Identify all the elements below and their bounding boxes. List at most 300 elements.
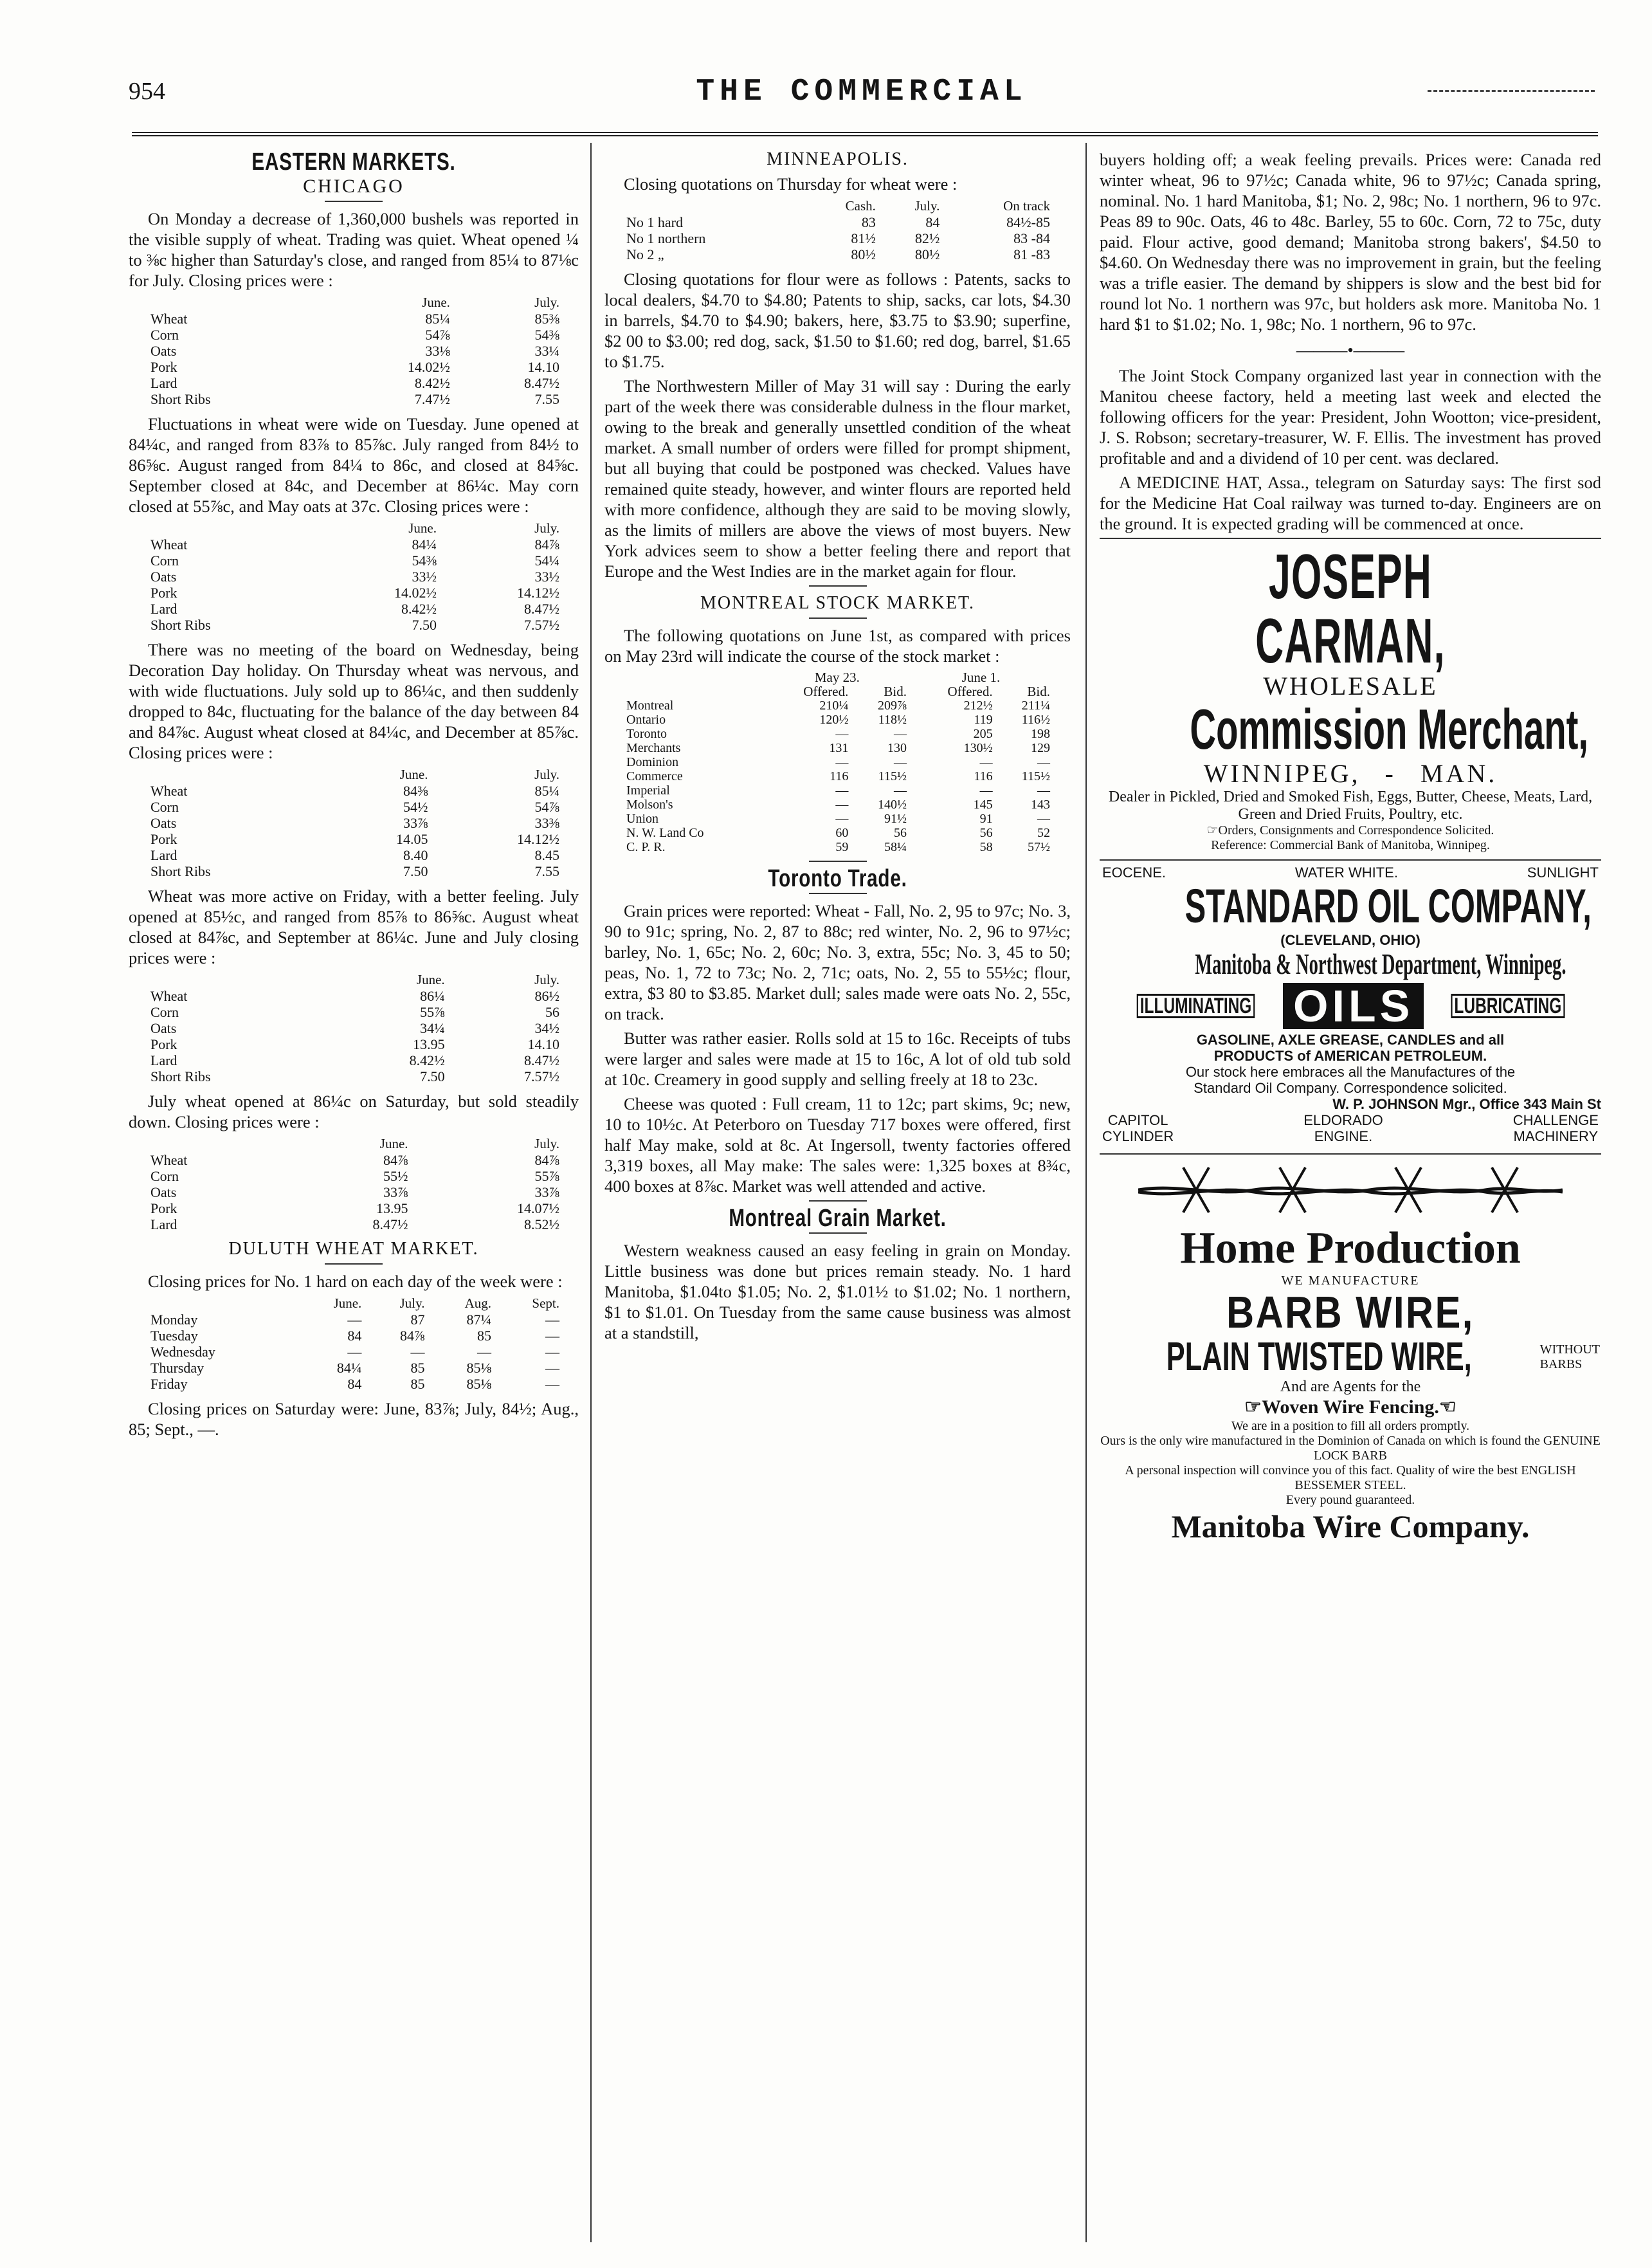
table-row <box>148 1328 562 1344</box>
table-row <box>624 798 1053 812</box>
table-cell: 33⅞ <box>534 1184 559 1200</box>
table-cell: 85 <box>410 1360 425 1376</box>
table-cell: 84 <box>925 214 940 230</box>
chicago-tuesday-paragraph: Fluctuations in wheat were wide on Tuesday. June opened at 84¼c, and ranged from 83⅞ to 85⅞c. July ranged from 84½ to 86⅝c. August ranged from 84¼ to 86c, and closed at 84⅝c. September closed at 84c, and December at 86¼c. May corn closed at 55⅞c, and May oats at 37c. Closing prices were : <box>129 414 579 516</box>
table-cell: 33⅛ <box>425 343 450 359</box>
text-fragment: EOCENE. <box>1102 864 1166 881</box>
table-row <box>624 755 1053 769</box>
table-cell: 14.10 <box>527 1036 559 1052</box>
table-cell: 8.42½ <box>401 601 437 617</box>
table-cell: Wheat <box>150 783 188 799</box>
wire-line-3: A personal inspection will convince you of this fact. Quality of wire the best ENGLISH BESSEMER STEEL. <box>1125 1463 1576 1492</box>
table-cell: 119 <box>974 713 993 727</box>
table-cell: 33½ <box>534 569 559 585</box>
table-cell: — <box>979 783 993 798</box>
table-cell: 143 <box>1031 798 1050 812</box>
table-cell: 56 <box>979 826 993 840</box>
wire-line-4: Every pound guaranteed. <box>1285 1493 1415 1507</box>
montreal-grain-paragraph: Western weakness caused an easy feeling in grain on Monday. Little business was done but prices remain steady. No. 1 hard Manitoba, $1.04to $1.05; No. 2, $1.01½ to $1.02; No. 1 northern, $1 to $1.01. On Tuesday from the same cause business was almost at a standstill, <box>604 1241 1071 1342</box>
table-cell: 54⅜ <box>534 327 559 343</box>
column-rule-1 <box>590 143 592 2242</box>
table-cell: Pork <box>150 1036 177 1052</box>
table-cell: — <box>893 727 907 741</box>
table-cell: 130½ <box>963 741 993 755</box>
table-cell: 33¼ <box>534 343 559 359</box>
table-header-row <box>148 295 562 311</box>
table-cell: 85¼ <box>425 311 450 327</box>
table-row <box>148 1004 562 1020</box>
table-cell: 58¼ <box>884 840 907 854</box>
column-eastern-markets <box>129 149 579 2242</box>
oil-products-line1: GASOLINE, AXLE GREASE, CANDLES and all <box>1196 1032 1505 1048</box>
table-cell: 14.10 <box>527 359 559 375</box>
table-cell: 84¼ <box>412 536 437 553</box>
flour-quotations-paragraph: Closing quotations for flour were as follows : Patents, sacks to local dealers, $4.70 to $4.80; Patents to ship, sacks, car lots, $4.30 in barrels, $4.70 to $4.90; bakers, here, $3.75 to $3.90; superfine, $2 00 to $3.00; red dog, sack, $1.50 to $1.60; red dog, barrel, $1.65 to $1.75. <box>604 270 1071 371</box>
table-cell: 33⅞ <box>403 815 428 831</box>
table-cell: June. <box>399 767 428 782</box>
table-cell: July. <box>399 1295 425 1311</box>
table-cell: 209⅞ <box>877 699 907 713</box>
montreal-grain-heading: Montreal Grain Market. <box>729 1205 947 1232</box>
carman-orders: ☞Orders, Consignments and Correspondence Solicited. <box>1206 823 1494 837</box>
table-cell <box>148 972 332 988</box>
table-cell: 145 <box>973 798 993 812</box>
manitoba-wire-company: Manitoba Wire Company. <box>1171 1508 1530 1544</box>
table-cell <box>624 670 765 684</box>
table-cell: Aug. <box>464 1295 492 1311</box>
table-row <box>624 840 1053 854</box>
table-cell: Toronto <box>626 727 667 741</box>
table-row <box>148 815 562 831</box>
chicago-monday-paragraph: On Monday a decrease of 1,360,000 bushels was reported in the visible supply of wheat. Trading was quiet. Wheat opened ¼ to ⅜c higher than Saturday's close, and ranged from 85¼ to 87⅛c for July. Closing prices were : <box>129 209 579 290</box>
table-cell: Pork <box>150 359 177 375</box>
table-cell: Ontario <box>626 713 666 727</box>
table-cell: Monday <box>150 1312 198 1328</box>
text-fragment: MAN. <box>1420 759 1498 788</box>
table-cell: — <box>835 783 849 798</box>
table-cell: 54⅞ <box>534 799 559 815</box>
standard-oil-department: Manitoba & Northwest Department, Winnipeg. <box>1195 947 1566 980</box>
plain-twisted-wire: PLAIN TWISTED WIRE, <box>1166 1335 1472 1379</box>
table-cell: 14.07½ <box>517 1200 559 1216</box>
text-fragment: ELDORADO <box>1303 1112 1383 1128</box>
carman-commission-merchant: Commission Merchant, <box>1190 697 1589 761</box>
table-row <box>148 1168 562 1184</box>
table-cell: 14.02½ <box>407 359 450 375</box>
table-row <box>148 343 562 359</box>
table-cell: June. <box>408 520 437 536</box>
table-row <box>148 783 562 799</box>
table-cell: 84⅜ <box>403 783 428 799</box>
table-cell: 60 <box>835 826 849 840</box>
table-cell: Corn <box>150 799 179 815</box>
table-header-row <box>148 972 562 988</box>
table-cell: — <box>893 755 907 769</box>
table-cell: 198 <box>1031 727 1050 741</box>
table-cell: Pork <box>150 831 177 847</box>
table-cell: Merchants <box>626 741 681 755</box>
oil-products-line4: Standard Oil Company. Correspondence solicited. <box>1194 1080 1507 1096</box>
separator-ornament: ———•——— <box>1296 340 1405 360</box>
table-cell: 84 <box>347 1376 362 1392</box>
duluth-saturday-paragraph: Closing prices on Saturday were: June, 83⅞; July, 84½; Aug., 85; Sept., —. <box>129 1399 579 1439</box>
table-cell: — <box>545 1376 559 1392</box>
table-cell: 85⅛ <box>466 1360 492 1376</box>
table-cell: 54⅞ <box>425 327 450 343</box>
table-cell: Oats <box>150 815 177 831</box>
chicago-prices-thursday <box>148 767 562 879</box>
wire-line-2: Ours is the only wire manufactured in the Dominion of Canada on which is found the GENUINE LOCK BARB <box>1100 1434 1601 1463</box>
table-cell: Pork <box>150 1200 177 1216</box>
table-row <box>624 246 1053 262</box>
barb-wire-heading: BARB WIRE, <box>1226 1287 1475 1337</box>
table-cell: 7.50 <box>403 863 428 879</box>
table-cell: Commerce <box>626 769 683 783</box>
table-cell: Corn <box>150 553 179 569</box>
table-row <box>148 863 562 879</box>
table-row <box>624 713 1053 727</box>
table-row <box>624 727 1053 741</box>
table-cell: 54⅜ <box>412 553 437 569</box>
table-cell: 115½ <box>1021 769 1050 783</box>
table-cell: 84¼ <box>336 1360 362 1376</box>
plain-twisted-row <box>1100 1336 1601 1378</box>
table-row <box>624 230 1053 246</box>
table-row <box>148 1216 562 1232</box>
table-cell: Friday <box>150 1376 188 1392</box>
table-cell: 56 <box>545 1004 559 1020</box>
table-cell: 8.52½ <box>524 1216 559 1232</box>
table-cell: 85 <box>477 1328 492 1344</box>
table-cell: 115½ <box>878 769 907 783</box>
standard-oil-advertisement <box>1100 859 1601 1144</box>
chicago-thursday-paragraph: There was no meeting of the board on Wednesday, being Decoration Day holiday. On Thursday wheat was nervous, and with wide fluctuations. July sold up to 86¼c, and then suddenly dropped to 84c, fluctuating for the balance of the day between 84 and 84⅞c. August wheat closed at 84¼c, and December at 85⅞c. Closing prices were : <box>129 640 579 762</box>
table-cell: Wheat <box>150 1152 188 1168</box>
oil-products-line2: PRODUCTS of AMERICAN PETROLEUM. <box>1213 1048 1487 1064</box>
text-fragment: MACHINERY <box>1513 1128 1599 1144</box>
table-cell: 7.55 <box>534 863 559 879</box>
table-cell: Sept. <box>532 1295 559 1311</box>
table-cell: — <box>545 1344 559 1360</box>
home-production-title: Home Production <box>1180 1223 1521 1273</box>
text-fragment: SUNLIGHT <box>1527 864 1599 881</box>
table-cell <box>148 1295 295 1312</box>
table-cell: Wednesday <box>150 1344 215 1360</box>
table-row <box>148 1312 562 1328</box>
table-row <box>148 391 562 407</box>
text-fragment: ENGINE. <box>1314 1128 1373 1144</box>
table-cell: 55⅞ <box>534 1168 559 1184</box>
montreal-grain-continued: buyers holding off; a weak feeling prevails. Prices were: Canada red winter wheat, 96 to 97½c; Canada white, 96 to 97½c; Canada spring, nominal. No. 1 hard Manitoba, $1; No. 2, 98c; No. 1 northern, 96 to 97c. Peas 89 to 90c. Oats, 46 to 48c. Barley, 55 to 60c. Corn, 72 to 75c, duty paid. Flour active, good demand; Manitoba strong bakers', $4.50 to $4.60. On Wednesday there was no improvement in grain, but the feeling was a trifle easier. The demand by shippers is slow and the best bid for round lot No. 1 northern was 97c, but holders ask more. Manitoba No. 1 hard $1 to $1.02; No. 1, 98c; No. 1 northern, 96 to 97c. <box>1100 150 1601 334</box>
table-row <box>148 1360 562 1376</box>
table-cell: Corn <box>150 327 179 343</box>
column-ads <box>1100 149 1601 2242</box>
chicago-prices-monday <box>148 295 562 407</box>
table-row <box>148 601 562 617</box>
text-fragment: CYLINDER <box>1102 1128 1174 1144</box>
table-cell: — <box>1037 755 1050 769</box>
text-fragment: ILLUMINATING <box>1137 994 1255 1018</box>
table-cell: Offered. <box>803 684 849 699</box>
table-cell: 85⅛ <box>466 1376 492 1392</box>
table-cell: 33⅞ <box>383 1184 408 1200</box>
table-cell: 120½ <box>819 713 849 727</box>
carman-name: JOSEPH CARMAN, <box>1255 541 1446 676</box>
short-rule <box>809 861 867 862</box>
table-cell: Tuesday <box>150 1328 198 1344</box>
minneapolis-wheat-table <box>624 198 1053 262</box>
table-cell: Montreal <box>626 699 674 713</box>
table-cell <box>148 520 316 536</box>
table-cell: July. <box>534 972 559 987</box>
table-cell: — <box>835 798 849 812</box>
table-row <box>148 553 562 569</box>
table-cell: C. P. R. <box>626 840 666 854</box>
table-row <box>148 311 562 327</box>
table-cell: — <box>347 1312 362 1328</box>
table-cell: 87 <box>410 1312 425 1328</box>
table-cell: 82½ <box>914 230 940 246</box>
table-cell: July. <box>534 767 559 782</box>
table-cell: Oats <box>150 569 177 585</box>
table-cell: 57½ <box>1028 840 1050 854</box>
table-cell: 116 <box>830 769 849 783</box>
table-cell: 8.42½ <box>414 375 450 391</box>
table-cell: 33⅜ <box>534 815 559 831</box>
table-cell: 130 <box>887 741 907 755</box>
table-cell: — <box>1037 812 1050 826</box>
table-cell: Short Ribs <box>150 617 211 633</box>
table-cell: 14.12½ <box>517 831 559 847</box>
table-cell: 205 <box>973 727 993 741</box>
agents-line: And are Agents for the <box>1280 1378 1421 1395</box>
table-cell: 58 <box>979 840 993 854</box>
page-header <box>129 77 1595 122</box>
table-row <box>624 699 1053 713</box>
table-cell: 80½ <box>851 246 876 262</box>
table-cell: Lard <box>150 847 177 863</box>
table-row <box>148 1152 562 1168</box>
table-cell: 84⅞ <box>400 1328 425 1344</box>
table-cell: July. <box>534 295 559 310</box>
column-rule-2 <box>1085 143 1087 2242</box>
table-row <box>148 327 562 343</box>
table-header-row <box>148 1136 562 1152</box>
table-cell: — <box>835 727 849 741</box>
table-cell: Corn <box>150 1168 179 1184</box>
table-cell: Molson's <box>626 798 673 812</box>
table-cell: 131 <box>829 741 849 755</box>
table-cell: 210¼ <box>819 699 849 713</box>
table-cell: 91 <box>979 812 993 826</box>
table-row <box>148 988 562 1004</box>
table-cell: — <box>477 1344 492 1360</box>
table-cell <box>148 767 329 783</box>
table-cell: 7.47½ <box>414 391 450 407</box>
eastern-markets-heading: EASTERN MARKETS. <box>251 149 456 176</box>
table-cell: 59 <box>835 840 849 854</box>
without-barbs <box>1540 1342 1600 1372</box>
table-cell: Cash. <box>845 198 876 214</box>
table-cell: Lard <box>150 1216 177 1232</box>
montreal-stock-heading: MONTREAL STOCK MARKET. <box>700 593 975 613</box>
table-cell: 7.50 <box>420 1068 445 1084</box>
table-row <box>148 1052 562 1068</box>
table-header-row <box>148 1295 562 1312</box>
table-cell: Short Ribs <box>150 1068 211 1084</box>
table-cell: 211¼ <box>1021 699 1050 713</box>
table-header-row <box>624 684 1053 699</box>
table-cell: 91½ <box>884 812 907 826</box>
short-rule <box>325 1263 383 1265</box>
table-cell: 7.55 <box>534 391 559 407</box>
table-cell: Thursday <box>150 1360 204 1376</box>
toronto-trade-heading: Toronto Trade. <box>768 865 907 892</box>
table-cell: 8.45 <box>534 847 559 863</box>
table-cell: 81½ <box>851 230 876 246</box>
table-cell: N. W. Land Co <box>626 826 704 840</box>
table-header-row <box>148 767 562 783</box>
chicago-prices-tuesday <box>148 520 562 633</box>
table-cell: — <box>835 812 849 826</box>
table-cell: Offered. <box>947 684 993 699</box>
table-cell: Wheat <box>150 311 188 327</box>
table-cell: 54½ <box>403 799 428 815</box>
table-cell: 129 <box>1031 741 1050 755</box>
table-cell: 83 -84 <box>1013 230 1050 246</box>
table-cell: June 1. <box>961 670 1001 685</box>
chicago-prices-friday <box>148 972 562 1084</box>
table-row <box>148 831 562 847</box>
column-minneapolis <box>604 149 1071 2242</box>
table-cell: 54¼ <box>534 553 559 569</box>
table-cell: 8.42½ <box>409 1052 445 1068</box>
oils-banner <box>1100 983 1601 1029</box>
table-cell: 85 <box>410 1376 425 1392</box>
table-cell: July. <box>534 1136 559 1151</box>
table-cell: Bid. <box>1027 684 1050 699</box>
table-cell: Wheat <box>150 988 188 1004</box>
short-rule <box>809 1232 867 1234</box>
table-row <box>624 741 1053 755</box>
table-cell: 85¼ <box>534 783 559 799</box>
text-fragment: BARBS <box>1539 1357 1583 1371</box>
table-cell: 118½ <box>878 713 907 727</box>
table-cell: June. <box>416 972 445 987</box>
table-cell: — <box>979 755 993 769</box>
table-cell: On track <box>1003 198 1050 214</box>
table-cell: 84⅞ <box>534 1152 559 1168</box>
table-cell: June. <box>422 295 450 310</box>
table-cell: — <box>545 1360 559 1376</box>
text-fragment: CHALLENGE <box>1512 1112 1599 1128</box>
table-cell: 83 <box>861 214 876 230</box>
carman-description: Dealer in Pickled, Dried and Smoked Fish, Eggs, Butter, Cheese, Meats, Lard, Green and Dried Fruits, Poultry, etc. <box>1108 789 1593 823</box>
table-row <box>148 359 562 375</box>
page-number: 954 <box>129 78 165 105</box>
table-cell: 86½ <box>534 988 559 1004</box>
chicago-saturday-paragraph: July wheat opened at 86¼c on Saturday, but sold steadily down. Closing prices were : <box>129 1092 579 1131</box>
table-cell: 34¼ <box>420 1020 445 1036</box>
joint-stock-paragraph: The Joint Stock Company organized last year in connection with the Manitou cheese factory, held a meeting last week and elected the following officers for the year: President, John Wootton; vice-president, J. S. Robson; secretary-treasurer, W. F. Ellis. The investment has proved profitable and and a dividend of 10 per cent. was declared. <box>1100 366 1601 468</box>
table-row <box>148 847 562 863</box>
barb-wire-illustration <box>1138 1161 1563 1219</box>
table-row <box>148 1020 562 1036</box>
table-cell <box>624 198 803 214</box>
table-row <box>624 826 1053 840</box>
standard-oil-city: (CLEVELAND, OHIO) <box>1280 932 1421 948</box>
table-row <box>148 1376 562 1392</box>
table-cell: 87¼ <box>466 1312 492 1328</box>
stock-intro-paragraph: The following quotations on June 1st, as compared with prices on May 23rd will indicate the course of the stock market : <box>604 626 1071 666</box>
table-cell: 212½ <box>963 699 993 713</box>
table-row <box>148 799 562 815</box>
minneapolis-heading: MINNEAPOLIS. <box>767 149 909 169</box>
table-cell: 13.95 <box>376 1200 408 1216</box>
table-cell: 8.47½ <box>524 601 559 617</box>
table-row <box>148 1068 562 1084</box>
oil-brands-bottom <box>1100 1112 1601 1144</box>
table-row <box>148 1184 562 1200</box>
table-cell: — <box>545 1328 559 1344</box>
table-cell: No 2 „ <box>626 246 664 262</box>
table-cell: Short Ribs <box>150 391 211 407</box>
toronto-butter-paragraph: Butter was rather easier. Rolls sold at 15 to 16c. Receipts of tubs were larger and sales were made at 15 to 16c, A lot of old tub sold at 10c. Creamery in good supply and selling freely at 18 to 23c. <box>604 1029 1071 1089</box>
duluth-heading: DULUTH WHEAT MARKET. <box>228 1239 479 1259</box>
table-cell: 86¼ <box>420 988 445 1004</box>
we-manufacture: WE MANUFACTURE <box>1281 1274 1420 1288</box>
table-cell: 84⅞ <box>383 1152 408 1168</box>
table-cell: 14.02½ <box>394 585 437 601</box>
table-cell: 140½ <box>877 798 907 812</box>
toronto-cheese-paragraph: Cheese was quoted : Full cream, 11 to 12c; part skims, 9c; new, 10 to 10½c. At Peterboro on Tuesday 717 boxes were offered, first half May make, sold at 8c. At Ingersoll, twenty factories offered 3,319 boxes, all May make: The sales were: 1,325 boxes at 8¾c, 400 boxes at 8⅞c. Market was well attended and active. <box>604 1094 1071 1196</box>
minneapolis-intro: Closing quotations on Thursday for wheat were : <box>624 174 958 194</box>
carman-advertisement <box>1100 538 1601 853</box>
table-cell: No 1 northern <box>626 230 706 246</box>
table-cell: 84½-85 <box>1006 214 1050 230</box>
chicago-subheading: CHICAGO <box>303 176 404 197</box>
table-cell: June. <box>333 1295 362 1311</box>
table-cell: Lard <box>150 375 177 391</box>
short-rule <box>809 893 867 894</box>
table-header-row <box>624 670 1053 684</box>
toronto-grain-paragraph: Grain prices were reported: Wheat - Fall, No. 2, 95 to 97c; No. 3, 90 to 91c; spring, No. 2, 87 to 88c; red winter, No. 2, 96 to 97½c; barley, No. 1, 65c; No. 2, 60c; No. 3, extra, 55c; No. 3, 45 to 50; peas, No. 1, 72 to 73c; No. 2, 71c; oats, No. 2, 55 to 55½c; flour, extra, $3 80 to $3.85. Market dull; sales made were oats No. 2, 55c, on track. <box>604 901 1071 1023</box>
oil-manager: W. P. JOHNSON Mgr., Office 343 Main St <box>1332 1096 1601 1112</box>
table-cell <box>624 684 765 699</box>
table-cell: 55⅞ <box>420 1004 445 1020</box>
table-cell: No 1 hard <box>626 214 683 230</box>
table-cell: — <box>1037 783 1050 798</box>
table-cell: Short Ribs <box>150 863 211 879</box>
oil-brands-top <box>1100 864 1601 881</box>
wire-advertisement <box>1100 1153 1601 1545</box>
text-fragment: - <box>1384 759 1396 788</box>
table-cell: 116 <box>974 769 993 783</box>
text-fragment: OILS <box>1283 983 1424 1029</box>
chicago-friday-paragraph: Wheat was more active on Friday, with a better feeling. July opened at 85½c, and ranged from 85⅞ to 86⅝c. August wheat closed at 84⅞c, and September at 86¼c. June and July closing prices were : <box>129 886 579 967</box>
table-cell: 8.47½ <box>372 1216 408 1232</box>
text-fragment: LUBRICATING <box>1451 994 1565 1018</box>
table-cell: 81 -83 <box>1013 246 1050 262</box>
short-rule <box>325 201 383 202</box>
table-cell: 7.57½ <box>524 617 559 633</box>
chicago-prices-saturday <box>148 1136 562 1232</box>
wire-line-1: We are in a position to fill all orders promptly. <box>1231 1419 1470 1433</box>
carman-wholesale: WHOLESALE <box>1263 672 1438 700</box>
table-cell: Dominion <box>626 755 679 769</box>
duluth-paragraph: Closing prices for No. 1 hard on each day of the week were : <box>148 1272 563 1291</box>
table-cell: July. <box>914 198 940 214</box>
